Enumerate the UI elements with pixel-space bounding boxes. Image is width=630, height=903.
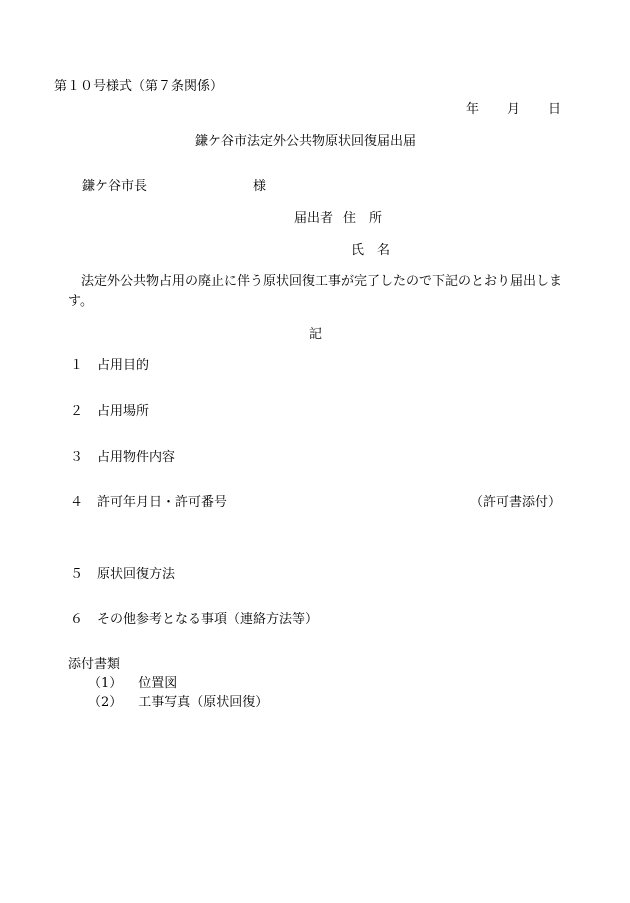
- item-4-note: （許可書添付）: [470, 495, 562, 510]
- item-1: [70, 357, 149, 375]
- document-title: 鎌ケ谷市法定外公共物原状回復届出届: [195, 134, 417, 149]
- addressee-honorific: 様: [253, 179, 267, 194]
- applicant-name-label: 氏 名: [351, 243, 391, 258]
- applicant-label: 届出者: [294, 211, 334, 226]
- attachments-heading: 添付書類: [68, 657, 121, 672]
- attachment-label: 工事写真（原状回復）: [138, 695, 269, 710]
- ki-heading: 記: [309, 327, 323, 342]
- item-number: ４: [70, 495, 84, 510]
- date-month-label: 月: [507, 102, 521, 117]
- item-5: [70, 566, 175, 584]
- item-number: １: [70, 358, 84, 373]
- form-number: 第１０号様式（第７条関係）: [54, 79, 224, 94]
- item-number: ６: [70, 612, 84, 627]
- item-label: 許可年月日・許可番号: [97, 495, 228, 510]
- item-3: [70, 449, 175, 467]
- item-number: ３: [70, 450, 84, 465]
- date-year-label: 年: [466, 102, 480, 117]
- item-number: ５: [70, 567, 84, 582]
- attachment-1: [88, 675, 177, 693]
- item-label: 占用目的: [97, 358, 150, 373]
- address-label: 住 所: [343, 211, 383, 226]
- item-4: [70, 494, 227, 512]
- item-label: 原状回復方法: [97, 567, 176, 582]
- item-label: 占用物件内容: [97, 450, 176, 465]
- item-label: 占用場所: [97, 404, 150, 419]
- date-line: [466, 101, 561, 119]
- applicant-address-row: [294, 210, 382, 228]
- attachment-2: [88, 694, 268, 712]
- item-2: [70, 403, 149, 421]
- item-number: ２: [70, 404, 84, 419]
- attachment-number: （2）: [88, 695, 123, 710]
- date-day-label: 日: [548, 102, 562, 117]
- attachment-label: 位置図: [138, 676, 178, 691]
- body-text: 法定外公共物占用の廃止に伴う原状回復工事が完了したので下記のとおり届出します。: [68, 274, 563, 309]
- item-label: その他参考となる事項（連絡方法等）: [97, 612, 319, 627]
- addressee-name: 鎌ケ谷市長: [82, 179, 148, 194]
- attachment-number: （1）: [88, 676, 123, 691]
- item-6: [70, 611, 318, 629]
